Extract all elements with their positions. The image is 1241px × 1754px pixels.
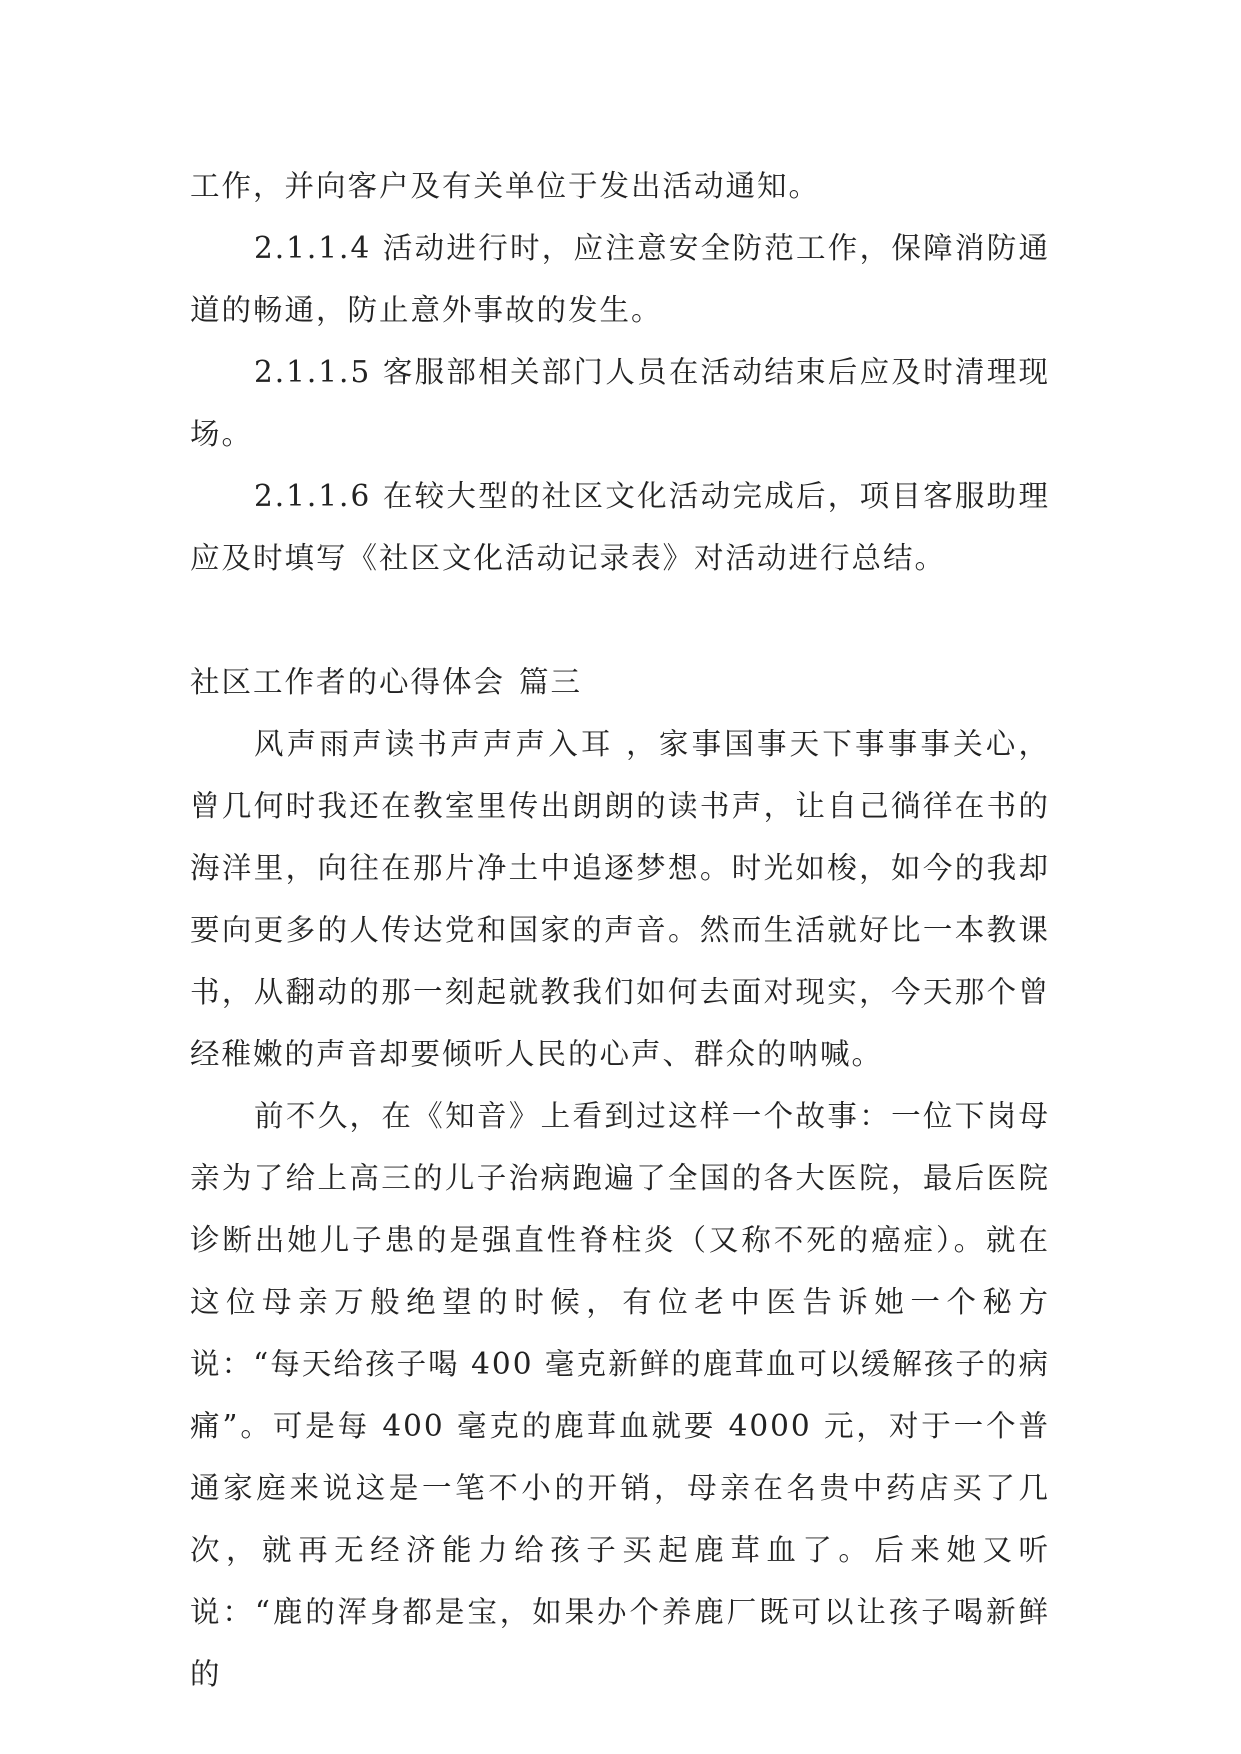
paragraph-2-1-1-4: 2.1.1.4 活动进行时，应注意安全防范工作，保障消防通道的畅通，防止意外事故的发生。 — [190, 231, 1050, 327]
document-page — [190, 155, 1050, 1705]
paragraph-2-1-1-6: 2.1.1.6 在较大型的社区文化活动完成后，项目客服助理应及时填写《社区文化活动记录表》对活动进行总结。 — [190, 479, 1050, 575]
paragraph-body-1: 风声雨声读书声声声入耳 ，家事国事天下事事事关心，曾几何时我还在教室里传出朗朗的读书声，让自己徜徉在书的海洋里，向往在那片净土中追逐梦想。时光如梭，如今的我却要向更多的人传达党和国家的声音。然而生活就好比一本教课书，从翻动的那一刻起就教我们如何去面对现实，今天那个曾经稚嫩的声音却要倾听人民的心声、群众的呐喊。 — [190, 727, 1050, 1071]
paragraph-body-2: 前不久，在《知音》上看到过这样一个故事：一位下岗母亲为了给上高三的儿子治病跑遍了全国的各大医院，最后医院诊断出她儿子患的是强直性脊柱炎（又称不死的癌症）。就在这位母亲万般绝望的时候，有位老中医告诉她一个秘方说：“每天给孩子喝 400 毫克新鲜的鹿茸血可以缓解孩子的病痛”。可是每 400 毫克的鹿茸血就要 4000 元，对于一个普通家庭来说这是一笔不小的开销，母亲在名贵中药店买了几次，就再无经济能力给孩子买起鹿茸血了。后来她又听说：“鹿的浑身都是宝，如果办个养鹿厂既可以让孩子喝新鲜的 — [190, 1099, 1050, 1691]
paragraph-2-1-1-5: 2.1.1.5 客服部相关部门人员在活动结束后应及时清理现场。 — [190, 355, 1050, 451]
section-heading-part: 篇三 — [519, 665, 583, 699]
section-heading — [190, 651, 1050, 713]
section-heading-title: 社区工作者的心得体会 — [190, 665, 506, 699]
paragraph-continuation: 工作，并向客户及有关单位于发出活动通知。 — [190, 169, 821, 203]
